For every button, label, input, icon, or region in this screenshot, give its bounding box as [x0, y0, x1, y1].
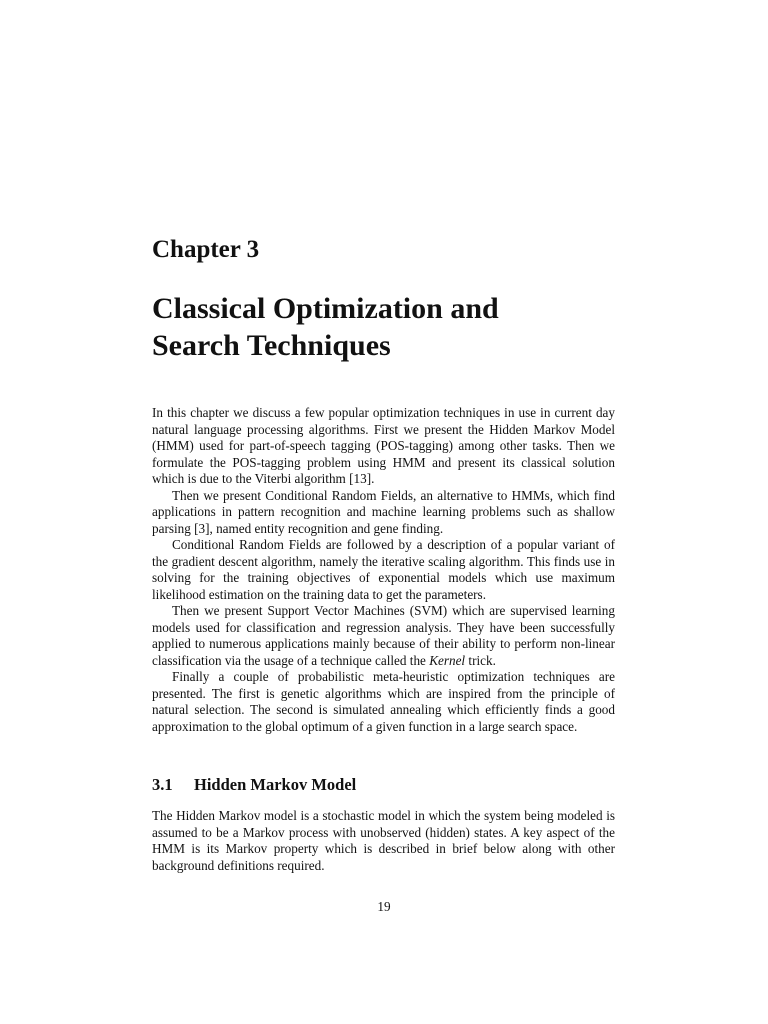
intro-paragraph-1: In this chapter we discuss a few popular optimization techniques in use in current day natural language processing algorithms. First we present the Hidden Markov Model (HMM) used for part-of-speech tagging (POS-tagging) among other tasks. Then we formulate the POS-tagging problem using HMM and present its classical solution which is due to the Viterbi algorithm [13].: [152, 405, 615, 486]
section-title: Hidden Markov Model: [194, 775, 357, 794]
chapter-label: Chapter 3: [152, 236, 260, 263]
intro-paragraph-4-ending: trick.: [465, 652, 496, 668]
chapter-title: [152, 290, 622, 364]
intro-paragraph-2: Then we present Conditional Random Fields, an alternative to HMMs, which find applications in pattern recognition and machine learning problems such as shallow parsing [3], named entity recognition and gene finding.: [152, 487, 615, 536]
intro-paragraph-4: [152, 603, 615, 669]
intro-paragraph-3: Conditional Random Fields are followed by a description of a popular variant of the gradient descent algorithm, namely the iterative scaling algorithm. This finds use in solving for the training objectives of exponential models which use maximum likelihood estimation on the training data to get the parameters.: [152, 537, 615, 602]
kernel-emphasis: Kernel: [429, 652, 466, 668]
section-number: 3.1: [152, 775, 173, 794]
section-body: [152, 808, 615, 874]
chapter-title-line-1: Classical Optimization and: [152, 292, 499, 325]
chapter-introduction: [152, 405, 615, 735]
intro-paragraph-5: Finally a couple of probabilistic meta-heuristic optimization techniques are presented. The first is genetic algorithms which are inspired from the principle of natural selection. The second is simulated annealing which efficiently finds a good approximation to the global optimum of a given function in a large search space.: [152, 669, 615, 734]
page-number: 19: [377, 899, 391, 914]
intro-paragraph-4-text: Then we present Support Vector Machines (SVM) which are supervised learning models used for classification and regression analysis. They have been successfully applied to numerous applications mainly because of their ability to perform non-linear classification via the usage of a technique called the: [152, 603, 615, 668]
section-heading: [152, 774, 356, 796]
section-paragraph: The Hidden Markov model is a stochastic model in which the system being modeled is assumed to be a Markov process with unobserved (hidden) states. A key aspect of the HMM is its Markov property which is described in brief below along with other background definitions required.: [152, 808, 615, 873]
chapter-title-line-2: Search Techniques: [152, 329, 391, 362]
